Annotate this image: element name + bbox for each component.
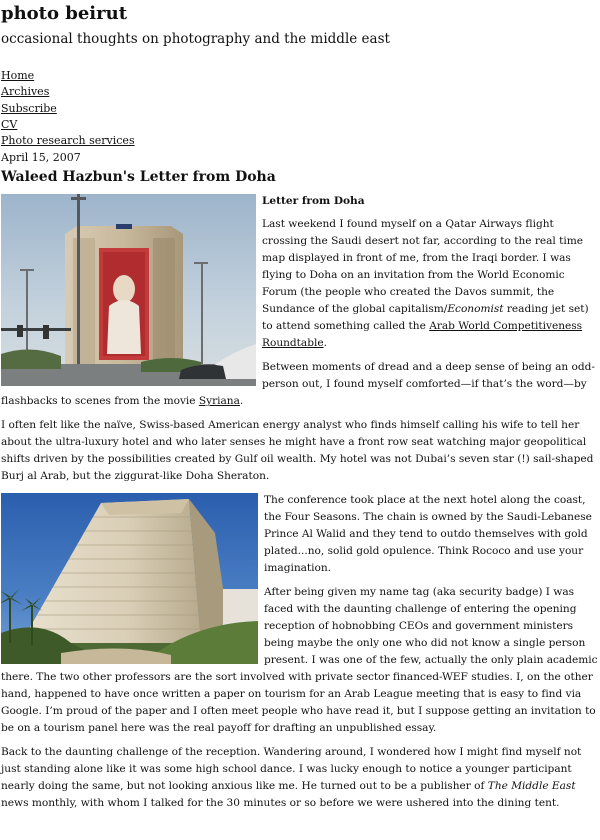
post-body <box>1 193 598 819</box>
site-header <box>1 0 598 48</box>
arab-world-competitiveness-roundtable-link[interactable]: Arab World Competitiveness Roundtable <box>262 320 583 350</box>
paragraph-5: After being given my name tag (aka security badge) I was faced with the daunting challenge of entering the opening reception of hobnobbing CEOs and government ministers being maybe the only one who did not know a single person present. I was one of the few, actually the only plain academic there. The two other professors are the sort involved with private sector financed-WEF studies. I, on the other hand, happened to have once written a paper on tourism for an Arab League meeting that is easy to find via Google. I’m proud of the paper and I often meet people who have read it, but I suppose getting an invitation to be on a tourism panel here was the real payoff for drafting an unpublished essay. <box>1 586 598 735</box>
nav-link-home[interactable]: Home <box>1 69 35 82</box>
paragraph-6: Back to the daunting challenge of the reception. Wandering around, I wondered how I might find myself not just standing alone like it was some high school dance. I was lucky enough to notice a younger participant nearly doing the same, but not looking anxious like me. He turned out to be a publisher of The Middle East news monthly, with whom I talked for the 30 minutes or so before we were ushered into the dining tent. <box>1 746 582 810</box>
nav-link-subscribe[interactable]: Subscribe <box>1 101 57 115</box>
paragraph-3: I often felt like the naïve, Swiss-based American energy analyst who finds himself calling his wife to tell her about the ultra-luxury hotel and who later senses he might have a front row seat watching major geopolitical shifts driven by the possibilities created by Gulf oil wealth. My hotel was not Dubai’s seven star (!) sail-shaped Burj al Arab, but the ziggurat-like Doha Sheraton. <box>1 419 594 483</box>
post-date: April 15, 2007 <box>1 151 81 165</box>
paragraph-2: Between moments of dread and a deep sense of being an odd-person out, I found myself comforted—if that’s the word—by flashbacks to scenes from the movie Syriana. <box>1 361 595 408</box>
post-title: Waleed Hazbun's Letter from Doha <box>1 169 276 186</box>
doha-tower-photo[interactable] <box>1 194 256 386</box>
paragraph-4: The conference took place at the next hotel along the coast, the Four Seasons. The chain is owned by the Saudi-Lebanese Prince Al Walid and they tend to outdo themselves with gold plated...no, solid gold opulence. Think Rococo and use your imagination. <box>264 494 592 575</box>
nav-link-archives[interactable]: Archives <box>1 85 50 99</box>
site-description: occasional thoughts on photography and the middle east <box>1 31 390 47</box>
nav-link-cv[interactable]: CV <box>1 117 18 131</box>
syriana-link[interactable]: Syriana <box>198 395 240 408</box>
site-navigation <box>1 68 598 149</box>
site-title: photo beirut <box>1 3 128 24</box>
paragraph-1: Last weekend I found myself on a Qatar Airways flight crossing the Saudi desert not far, according to the real time map displayed in front of me, from the Iraqi border. I was flying to Doha on an invitation from the World Economic Forum (the people who created the Davos summit, the Sundance of the global capitalism/Economist reading jet set) to attend something called the Arab World Competitiveness Roundtable. <box>262 218 589 350</box>
nav-link-photo-research-services[interactable]: Photo research services <box>1 134 135 148</box>
letter-heading: Letter from Doha <box>262 195 365 208</box>
doha-sheraton-photo[interactable] <box>1 493 258 664</box>
